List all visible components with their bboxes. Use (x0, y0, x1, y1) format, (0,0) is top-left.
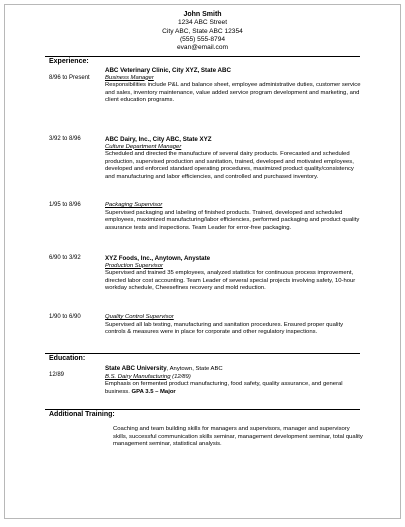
job-3-date: 1/95 to 8/96 (49, 202, 81, 208)
training-heading: Additional Training: (49, 411, 115, 418)
education-school-line (105, 365, 365, 374)
email-address: evan@email.com (176, 44, 229, 52)
job-4-position: Production Supervisor (105, 262, 163, 269)
city-state-zip: City ABC, State ABC 12354 (162, 27, 243, 35)
job-5-date: 1/90 to 6/90 (49, 314, 81, 320)
degree-name: B.S. Dairy Manufacturing (105, 373, 171, 380)
job-3-position: Packaging Supervisor (105, 202, 163, 208)
contact-header (5, 11, 400, 52)
education-description-line (105, 381, 365, 396)
job-5-description: Supervised all lab testing, manufacturing and sanitation procedures. Ensured proper quality controls & measures were in place for corporate and other regulatory inspections. (105, 321, 344, 336)
training-description: Coaching and team building skills for managers and supervisors, manager and supervisory skills, successful communication skills seminar, management development seminar, total quality management seminar, statistical analysis. (113, 426, 363, 448)
degree-date: (12/89) (170, 373, 191, 380)
school-name: State ABC University (105, 365, 167, 372)
phone-number: (555) 555-8794 (179, 35, 226, 43)
training-divider (45, 409, 360, 410)
job-1-position: Business Manager (105, 74, 154, 81)
applicant-name: John Smith (183, 11, 222, 18)
job-2-description: Scheduled and directed the manufacture of several dairy products. Forecasted and scheduled production, supervised production and sanitation, trained, developed and motivated employees, developed and enforced standard operating procedures, maximized product quality/consistency and manufacturing and labor efficiencies, and controlled and purchased inventory. (105, 151, 354, 180)
degree-line (105, 374, 365, 382)
job-2 (105, 136, 365, 182)
job-4-date: 6/90 to 3/92 (49, 255, 81, 261)
school-location: , Anytown, State ABC (166, 366, 223, 372)
job-4-employer: XYZ Foods, Inc., Anytown, Anystate (105, 255, 211, 262)
education-entry (105, 365, 365, 396)
job-1-date: 8/96 to Present (49, 75, 90, 81)
job-4-description: Supervised and trained 35 employees, analyzed statistics for continuous process improvement, directed labor cost accounting. Team Leader of several special projects involving safety, 10-hour workday schedule, Cheesefines recovery and mold reduction. (105, 270, 356, 292)
job-4 (105, 255, 365, 293)
experience-heading: Experience: (49, 58, 89, 65)
job-3 (105, 202, 365, 232)
education-date: 12/89 (49, 372, 65, 378)
job-3-description: Supervised packaging and labeling of finished products. Trained, developed and scheduled employees, maximized manufacturing/labor efficiencies, performed packaging and product quality assurance tests and inspections. Team Leader for error-free packaging. (105, 209, 360, 231)
job-2-position: Culture Department Manager (105, 143, 182, 150)
job-5 (105, 314, 365, 337)
education-gpa: GPA 3.5 – Major (131, 388, 176, 395)
experience-divider (45, 56, 360, 57)
job-2-employer: ABC Dairy, Inc., City ABC, State XYZ (105, 136, 212, 143)
job-1 (105, 67, 365, 105)
job-2-date: 3/92 to 8/96 (49, 136, 81, 142)
resume-page (4, 4, 401, 519)
education-heading: Education: (49, 355, 86, 362)
job-5-position: Quality Control Supervisor (105, 314, 174, 320)
education-description: Emphasis on fermented product manufacturing, food safety, quality assurance, and general business. (105, 381, 343, 395)
job-1-employer: ABC Veterinary Clinic, City XYZ, State ABC (105, 67, 231, 74)
education-divider (45, 353, 360, 354)
job-1-description: Responsibilities include P&L and balance sheet, employee administrative duties, customer service and sales, inventory maintenance, value added service program development and marketing, and client education programs. (105, 82, 361, 104)
street-address: 1234 ABC Street (177, 19, 228, 27)
